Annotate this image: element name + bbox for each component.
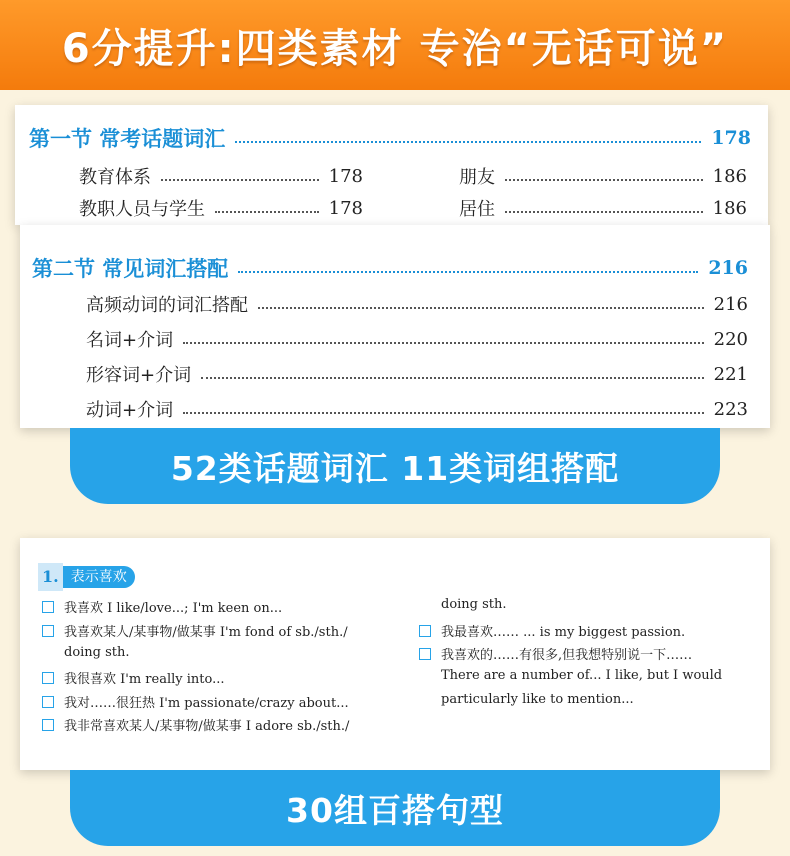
checkbox-icon [42, 696, 54, 708]
sentence-pattern-banner [70, 770, 720, 846]
phrase-category-badge [38, 565, 135, 589]
toc-entry-page: 216 [713, 293, 748, 315]
phrase-line: doing sth. [441, 597, 507, 612]
leader-dots [161, 179, 319, 181]
checkbox-icon [419, 625, 431, 637]
leader-dots [258, 307, 704, 309]
toc-entry-label: 形容词+介词 [86, 365, 192, 386]
toc-entry-page: 178 [328, 197, 363, 219]
checkbox-icon [42, 625, 54, 637]
phrase-line: 我最喜欢…… ... is my biggest passion. [441, 625, 686, 640]
toc-entry-label: 动词+介词 [86, 400, 174, 421]
leader-dots [238, 271, 698, 273]
toc-entry [459, 163, 747, 189]
phrase-line: 我很喜欢 I'm really into... [64, 672, 225, 687]
toc-entry-page: 178 [328, 165, 363, 187]
toc-entry-label: 教职人员与学生 [79, 199, 205, 220]
toc-card-section1 [15, 105, 768, 225]
leader-dots [215, 211, 319, 213]
toc-entry-label: 朋友 [459, 167, 495, 188]
leader-dots [505, 211, 703, 213]
leader-dots [183, 412, 704, 414]
badge-number: 1. [38, 563, 63, 591]
phrase-line: doing sth. [64, 645, 130, 660]
toc-entry [86, 396, 748, 422]
section1-page: 178 [711, 127, 751, 149]
badge-label: 表示喜欢 [63, 566, 135, 588]
toc-entry [79, 163, 363, 189]
toc-card-section2 [20, 225, 770, 428]
toc-entry [79, 195, 363, 221]
vocab-summary-banner [70, 428, 720, 504]
toc-entry-page: 221 [713, 363, 748, 385]
section2-heading-row [32, 253, 748, 283]
phrase-line: There are a number of... I like, but I would [441, 668, 723, 683]
banner-title: 6分提升:四类素材 专治“无话可说” [61, 25, 729, 72]
section1-heading-row [29, 123, 751, 153]
toc-entry [86, 361, 748, 387]
leader-dots [183, 342, 704, 344]
phrase-line: 我喜欢某人/某事物/做某事 I'm fond of sb./sth./ [64, 625, 348, 640]
toc-entry-label: 教育体系 [79, 167, 151, 188]
leader-dots [235, 141, 701, 143]
toc-entry-label: 居住 [459, 199, 495, 220]
section2-page: 216 [708, 257, 748, 279]
checkbox-icon [42, 601, 54, 613]
toc-entry [86, 326, 748, 352]
toc-entry-page: 220 [713, 328, 748, 350]
section1-title: 第一节 常考话题词汇 [29, 127, 226, 151]
checkbox-icon [42, 719, 54, 731]
leader-dots [505, 179, 703, 181]
phrase-line: 我非常喜欢某人/某事物/做某事 I adore sb./sth./ [64, 719, 350, 734]
top-banner [0, 0, 790, 90]
phrase-line: 我对……很狂热 I'm passionate/crazy about... [64, 696, 349, 711]
toc-entry-label: 名词+介词 [86, 330, 174, 351]
toc-entry-label: 高频动词的词汇搭配 [86, 295, 248, 316]
toc-entry [459, 195, 747, 221]
checkbox-icon [42, 672, 54, 684]
checkbox-icon [419, 648, 431, 660]
toc-entry-page: 223 [713, 398, 748, 420]
sentence-pattern-text: 30组百搭句型 [286, 790, 504, 830]
vocab-summary-text: 52类话题词汇 11类词组搭配 [170, 448, 620, 488]
phrase-line: 我喜欢 I like/love...; I'm keen on... [64, 601, 283, 616]
toc-entry-page: 186 [712, 165, 747, 187]
leader-dots [201, 377, 704, 379]
toc-entry-page: 186 [712, 197, 747, 219]
phrase-line: particularly like to mention... [441, 692, 634, 707]
section2-title: 第二节 常见词汇搭配 [32, 257, 229, 281]
phrase-line: 我喜欢的……有很多,但我想特别说一下…… [441, 648, 693, 663]
toc-entry [86, 291, 748, 317]
